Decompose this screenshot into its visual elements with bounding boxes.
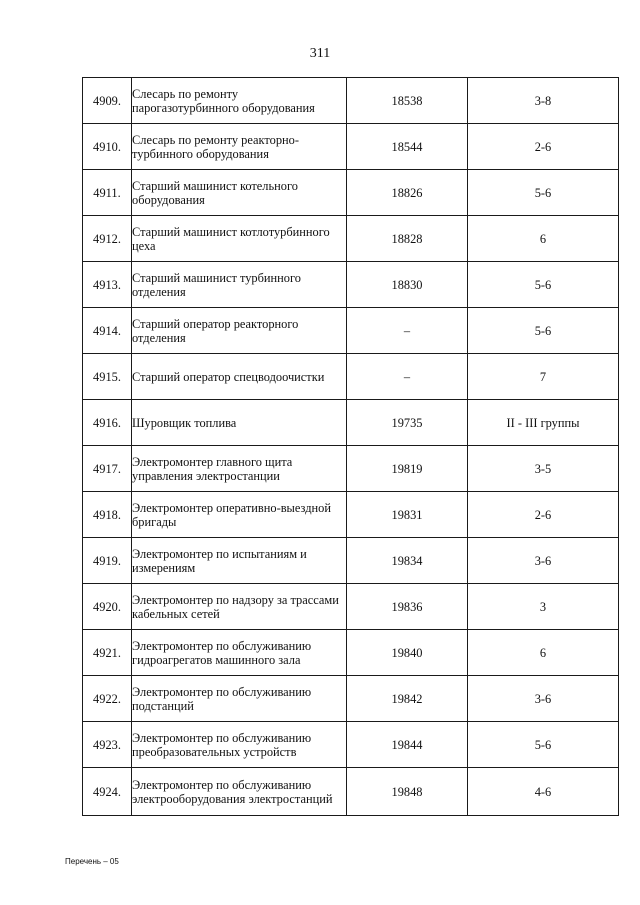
row-number: 4924. [83,768,132,816]
table-row [83,722,619,768]
grade-range: 3-6 [468,676,619,722]
table-row [83,538,619,584]
table-row [83,630,619,676]
table-row [83,216,619,262]
grade-range: 5-6 [468,170,619,216]
row-number: 4915. [83,354,132,400]
profession-code: – [347,354,468,400]
profession-code: 18826 [347,170,468,216]
profession-code: 18828 [347,216,468,262]
profession-name: Электромонтер по обслуживанию гидроагрегатов машинного зала [132,630,347,676]
grade-range: 5-6 [468,262,619,308]
profession-code: 19842 [347,676,468,722]
profession-name: Старший оператор реакторного отделения [132,308,347,354]
table-row [83,676,619,722]
row-number: 4910. [83,124,132,170]
profession-name: Старший машинист котлотурбинного цеха [132,216,347,262]
row-number: 4914. [83,308,132,354]
table-row [83,78,619,124]
table-row [83,262,619,308]
profession-name: Электромонтер по обслуживанию подстанций [132,676,347,722]
table-row [83,492,619,538]
row-number: 4920. [83,584,132,630]
table-row [83,446,619,492]
row-number: 4913. [83,262,132,308]
profession-name: Электромонтер по надзору за трассами кабельных сетей [132,584,347,630]
row-number: 4921. [83,630,132,676]
profession-name: Старший машинист турбинного отделения [132,262,347,308]
profession-code: 19735 [347,400,468,446]
profession-name: Электромонтер главного щита управления электростанции [132,446,347,492]
row-number: 4911. [83,170,132,216]
profession-name: Шуровщик топлива [132,400,347,446]
profession-code: 18538 [347,78,468,124]
grade-range: 3-8 [468,78,619,124]
table-row [83,584,619,630]
page-number: 311 [309,46,331,61]
profession-name: Старший оператор спецводоочистки [132,354,347,400]
grade-range: 3-5 [468,446,619,492]
row-number: 4916. [83,400,132,446]
profession-name: Электромонтер оперативно-выездной бригады [132,492,347,538]
table-row [83,308,619,354]
table-row [83,354,619,400]
grade-range: 7 [468,354,619,400]
profession-code: 19848 [347,768,468,816]
profession-name: Электромонтер по обслуживанию преобразовательных устройств [132,722,347,768]
profession-name: Электромонтер по испытаниям и измерениям [132,538,347,584]
profession-code: 19836 [347,584,468,630]
table-row [83,124,619,170]
grade-range: 2-6 [468,124,619,170]
grade-range: 4-6 [468,768,619,816]
grade-range: 2-6 [468,492,619,538]
row-number: 4919. [83,538,132,584]
grade-range: 6 [468,216,619,262]
grade-range: 6 [468,630,619,676]
profession-code: 19819 [347,446,468,492]
row-number: 4917. [83,446,132,492]
profession-code: 18830 [347,262,468,308]
profession-table [82,77,619,816]
grade-range: 3-6 [468,538,619,584]
row-number: 4922. [83,676,132,722]
profession-name: Слесарь по ремонту парогазотурбинного оборудования [132,78,347,124]
profession-name: Слесарь по ремонту реакторно-турбинного оборудования [132,124,347,170]
grade-range: 5-6 [468,308,619,354]
row-number: 4923. [83,722,132,768]
grade-range: 3 [468,584,619,630]
profession-code: 19831 [347,492,468,538]
table-row [83,400,619,446]
profession-code: 18544 [347,124,468,170]
profession-name: Электромонтер по обслуживанию электрооборудования электростанций [132,768,347,816]
footer-label: Перечень – 05 [65,857,119,866]
grade-range: II - III группы [468,400,619,446]
profession-name: Старший машинист котельного оборудования [132,170,347,216]
row-number: 4918. [83,492,132,538]
profession-code: 19844 [347,722,468,768]
profession-code: – [347,308,468,354]
table-row [83,170,619,216]
row-number: 4912. [83,216,132,262]
profession-code: 19834 [347,538,468,584]
table-row [83,768,619,816]
profession-code: 19840 [347,630,468,676]
row-number: 4909. [83,78,132,124]
grade-range: 5-6 [468,722,619,768]
